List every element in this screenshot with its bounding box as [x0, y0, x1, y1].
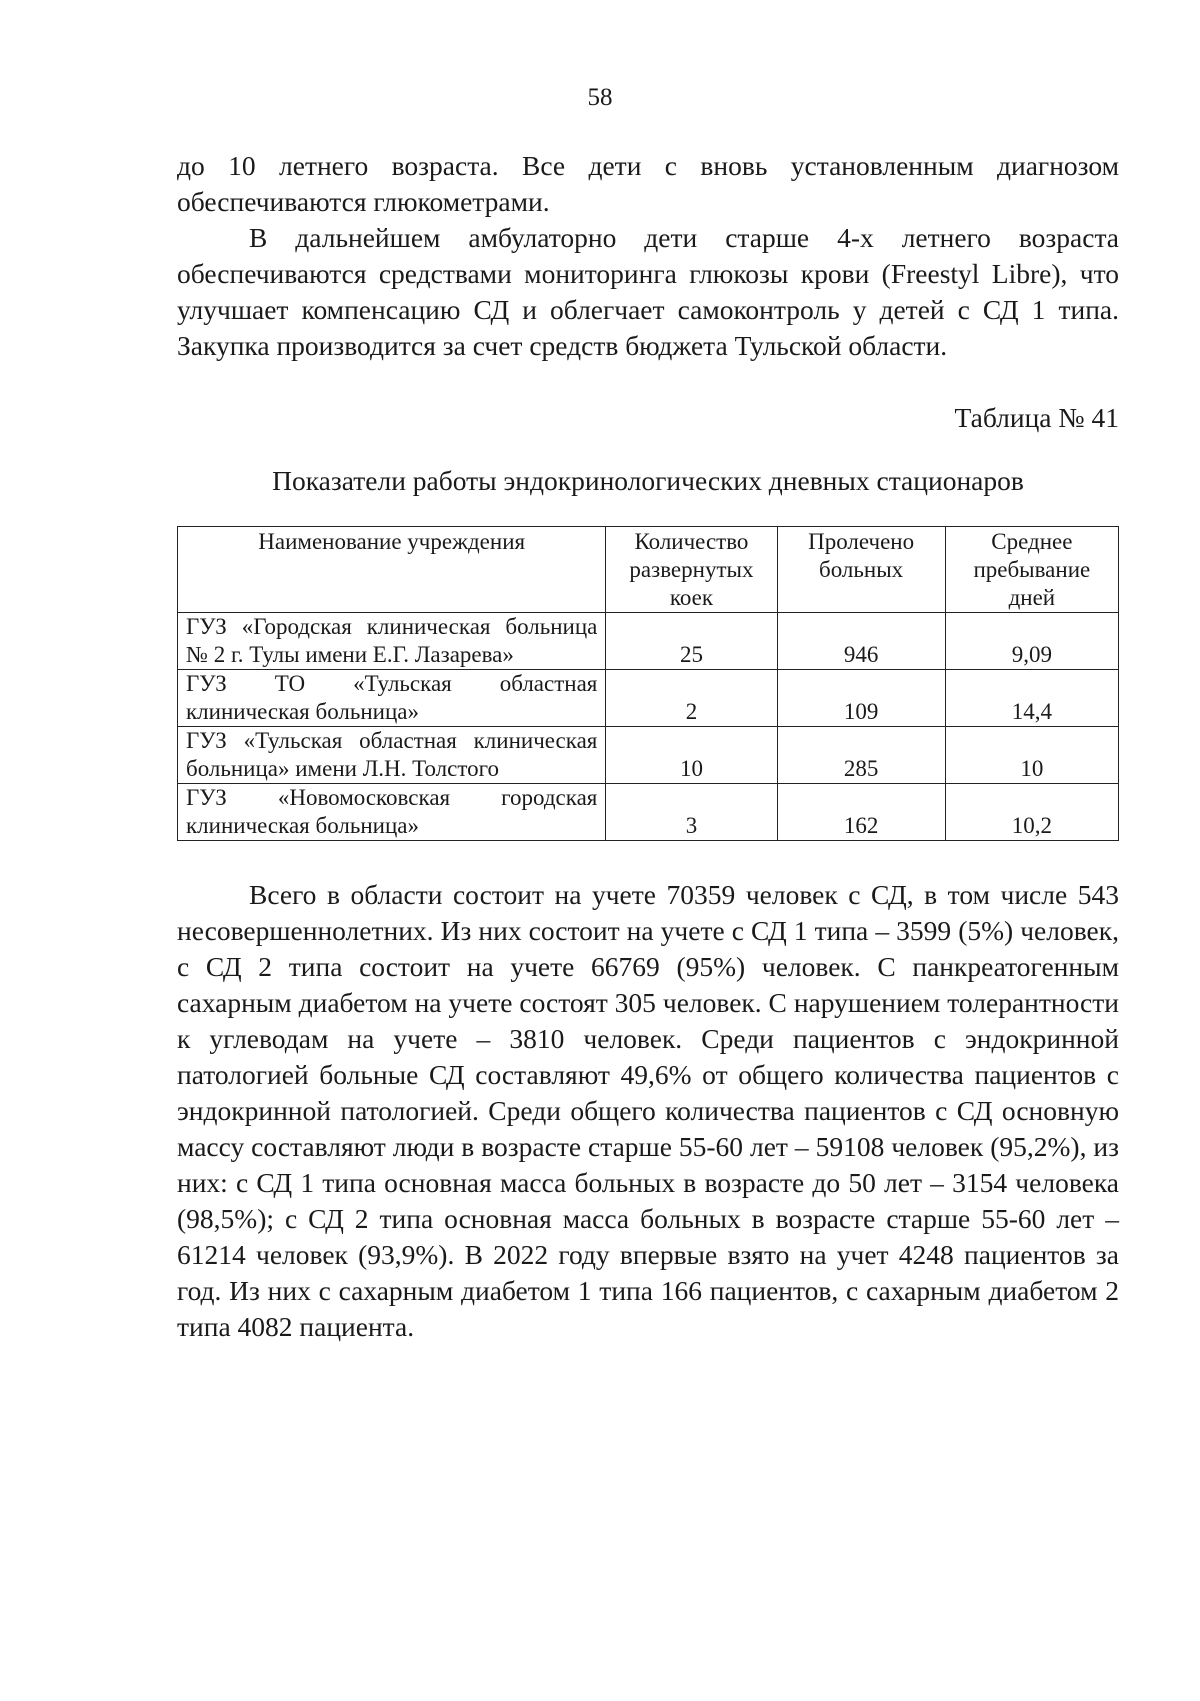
header-average-stay: Среднее пребывание дней — [945, 527, 1118, 613]
paragraph-continuation: до 10 летнего возраста. Все дети с вновь установленным диагнозом обеспечиваются глюкометрами. — [177, 150, 1119, 217]
cell-average-stay: 14,4 — [945, 670, 1118, 727]
cell-average-stay: 9,09 — [945, 613, 1118, 670]
cell-beds-count: 2 — [606, 670, 777, 727]
statistics-text — [177, 877, 1119, 1345]
cell-institution-name: ГУЗ ТО «Тульская областная клиническая больница» — [178, 670, 606, 727]
cell-beds-count: 10 — [606, 727, 777, 784]
table-row — [178, 613, 1119, 670]
header-patients-treated: Пролечено больных — [777, 527, 945, 613]
table-row — [178, 670, 1119, 727]
header-beds-count: Количество развернутых коек — [606, 527, 777, 613]
cell-beds-count: 3 — [606, 784, 777, 841]
paragraph-monitoring: В дальнейшем амбулаторно дети старше 4-х летнего возраста обеспечиваются средствами мониторинга глюкозы крови (Freestyl Libre), что улучшает компенсацию СД и облегчает самоконтроль у детей с СД 1 типа. Закупка производится за счет средств бюджета Тульской области. — [177, 222, 1119, 361]
cell-average-stay: 10 — [945, 727, 1118, 784]
table-row — [178, 727, 1119, 784]
paragraph-statistics: Всего в области состоит на учете 70359 человек с СД, в том числе 543 несовершеннолетних. Из них состоит на учете с СД 1 типа – 3599 (5%) человек, с СД 2 типа состоит на учете 66769 (95%) человек. С панкреатогенным сахарным диабетом на учете состоят 305 человек. С нарушением толерантности к углеводам на учете – 3810 человек. Среди пациентов с эндокринной патологией больные СД составляют 49,6% от общего количества пациентов с эндокринной патологией. Среди общего количества пациентов с СД основную массу составляют люди в возрасте старше 55-60 лет – 59108 человек (95,2%), из них: с СД 1 типа основная масса больных в возрасте до 50 лет – 3154 человека (98,5%); с СД 2 типа основная масса больных в возрасте старше 55-60 лет – 61214 человек (93,9%). В 2022 году впервые взято на учет 4248 пациентов за год. Из них с сахарным диабетом 1 типа 166 пациентов, с сахарным диабетом 2 типа 4082 пациента. — [177, 879, 1119, 1342]
table-number-label: Таблица № 41 — [954, 402, 1119, 433]
cell-beds-count: 25 — [606, 613, 777, 670]
cell-institution-name: ГУЗ «Тульская областная клиническая больница» имени Л.Н. Толстого — [178, 727, 606, 784]
cell-institution-name: ГУЗ «Городская клиническая больница № 2 г. Тулы имени Е.Г. Лазарева» — [178, 613, 606, 670]
page-number: 58 — [587, 84, 613, 111]
cell-average-stay: 10,2 — [945, 784, 1118, 841]
cell-institution-name: ГУЗ «Новомосковская городская клиническая больница» — [178, 784, 606, 841]
cell-patients-treated: 285 — [777, 727, 945, 784]
cell-patients-treated: 162 — [777, 784, 945, 841]
cell-patients-treated: 946 — [777, 613, 945, 670]
header-institution-name: Наименование учреждения — [178, 527, 606, 613]
cell-patients-treated: 109 — [777, 670, 945, 727]
intro-text — [177, 148, 1119, 364]
table-row — [178, 784, 1119, 841]
day-hospitals-table — [177, 526, 1119, 841]
table-header-row — [178, 527, 1119, 613]
table-title: Показатели работы эндокринологических дневных стационаров — [272, 465, 1024, 496]
